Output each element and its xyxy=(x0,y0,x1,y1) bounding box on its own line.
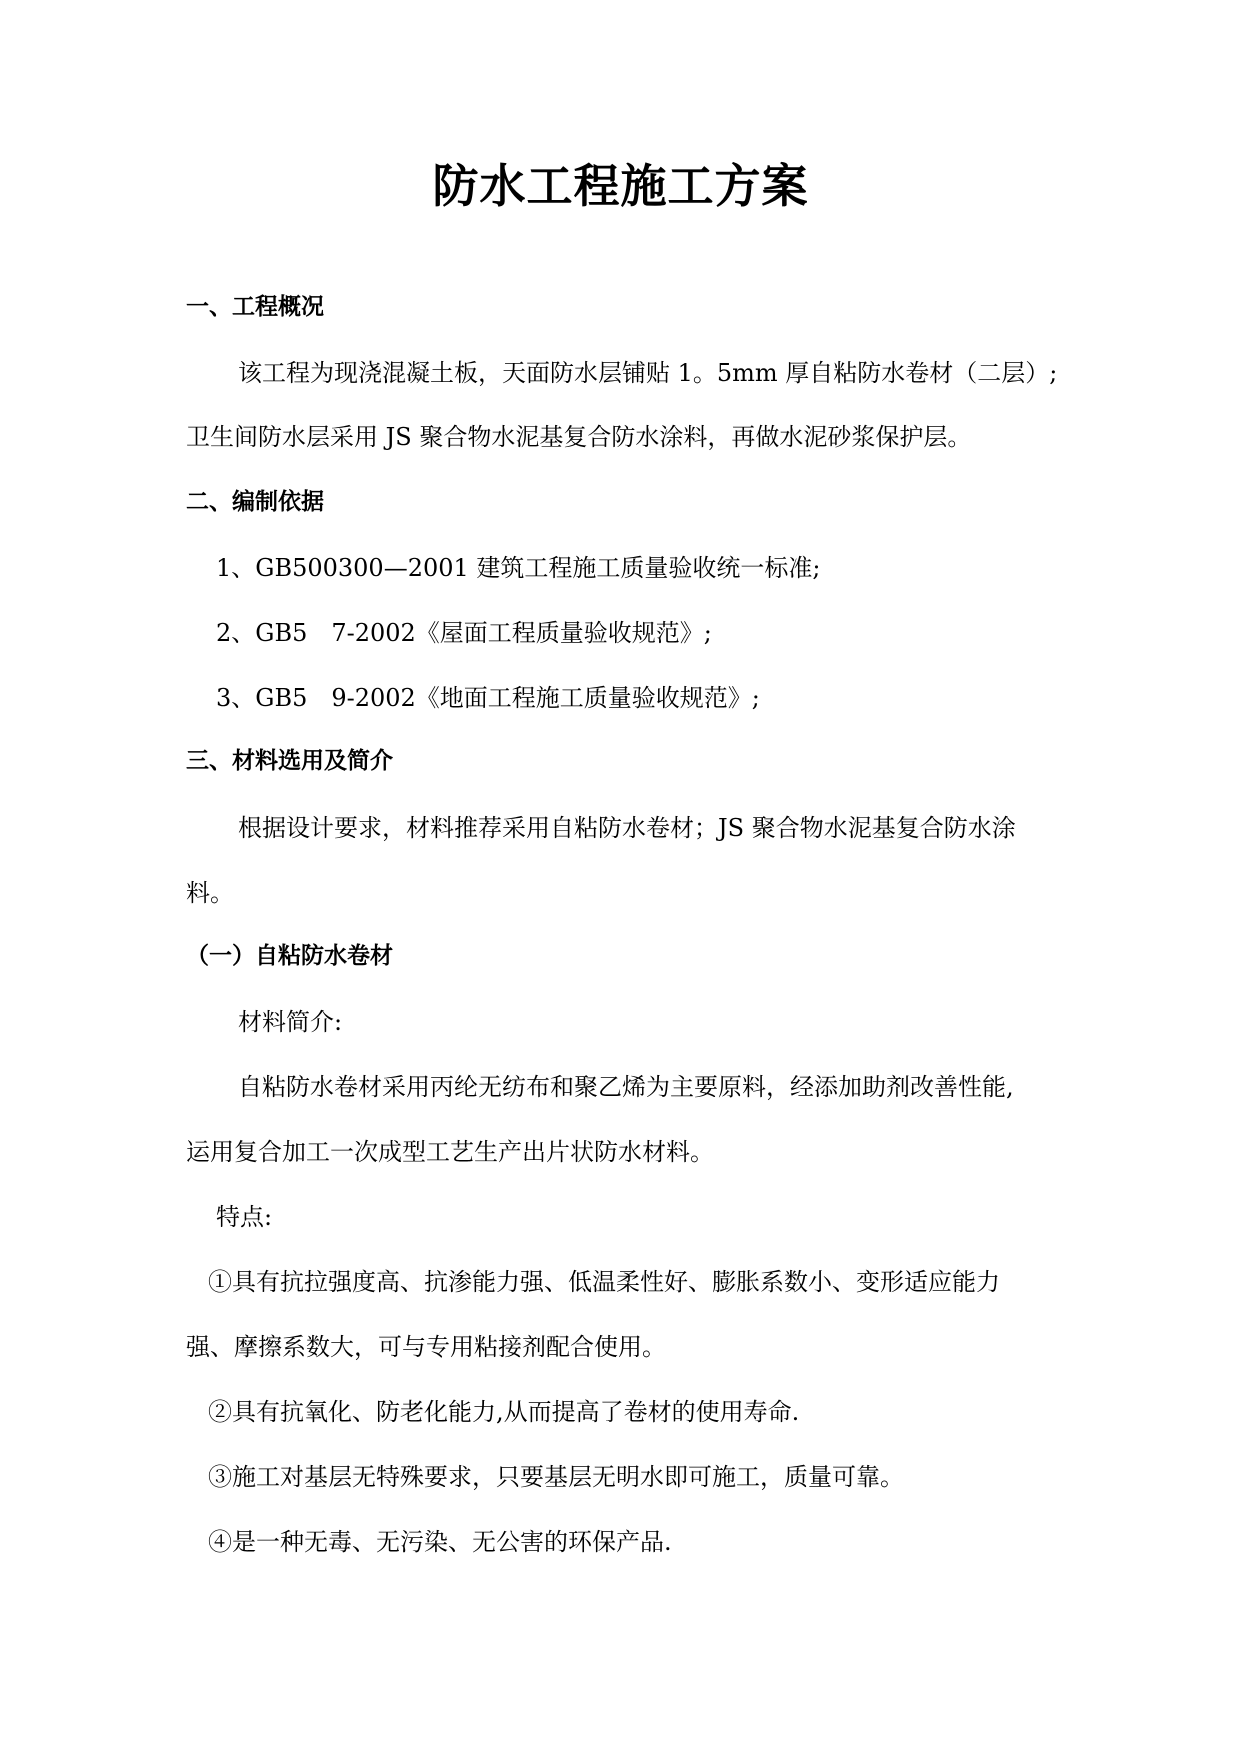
materials-paragraph-line-2: 料。 xyxy=(186,879,234,907)
subsection-heading-membrane: （一）自粘防水卷材 xyxy=(186,943,393,969)
section-heading-materials: 三、材料选用及简介 xyxy=(186,748,393,774)
overview-paragraph-line-2: 卫生间防水层采用 JS 聚合物水泥基复合防水涂料，再做水泥砂浆保护层。 xyxy=(186,423,972,451)
feature-1-line-1: ①具有抗拉强度高、抗渗能力强、低温柔性好、膨胀系数小、变形适应能力 xyxy=(208,1268,1000,1296)
section-heading-overview: 一、工程概况 xyxy=(186,294,324,320)
feature-4: ④是一种无毒、无污染、无公害的环保产品. xyxy=(208,1528,672,1556)
basis-item-1: 1、GB500300—2001 建筑工程施工质量验收统一标准; xyxy=(216,554,821,582)
basis-item-2: 2、GB5 7-2002《屋面工程质量验收规范》; xyxy=(216,619,712,647)
materials-paragraph-line-1: 根据设计要求，材料推荐采用自粘防水卷材；JS 聚合物水泥基复合防水涂 xyxy=(238,814,1016,842)
feature-3: ③施工对基层无特殊要求，只要基层无明水即可施工，质量可靠。 xyxy=(208,1463,904,1491)
basis-item-3: 3、GB5 9-2002《地面工程施工质量验收规范》; xyxy=(216,684,760,712)
feature-2: ②具有抗氧化、防老化能力,从而提高了卷材的使用寿命. xyxy=(208,1398,800,1426)
features-label: 特点: xyxy=(216,1203,273,1231)
membrane-intro-label: 材料简介: xyxy=(238,1008,343,1036)
membrane-paragraph-line-1: 自粘防水卷材采用丙纶无纺布和聚乙烯为主要原料，经添加助剂改善性能, xyxy=(238,1073,1014,1101)
section-heading-basis: 二、编制依据 xyxy=(186,489,324,515)
document-title: 防水工程施工方案 xyxy=(432,159,809,213)
membrane-paragraph-line-2: 运用复合加工一次成型工艺生产出片状防水材料。 xyxy=(186,1138,714,1166)
feature-1-line-2: 强、摩擦系数大，可与专用粘接剂配合使用。 xyxy=(186,1333,666,1361)
overview-paragraph-line-1: 该工程为现浇混凝土板，天面防水层铺贴 1。5mm 厚自粘防水卷材（二层）; xyxy=(238,359,1058,387)
